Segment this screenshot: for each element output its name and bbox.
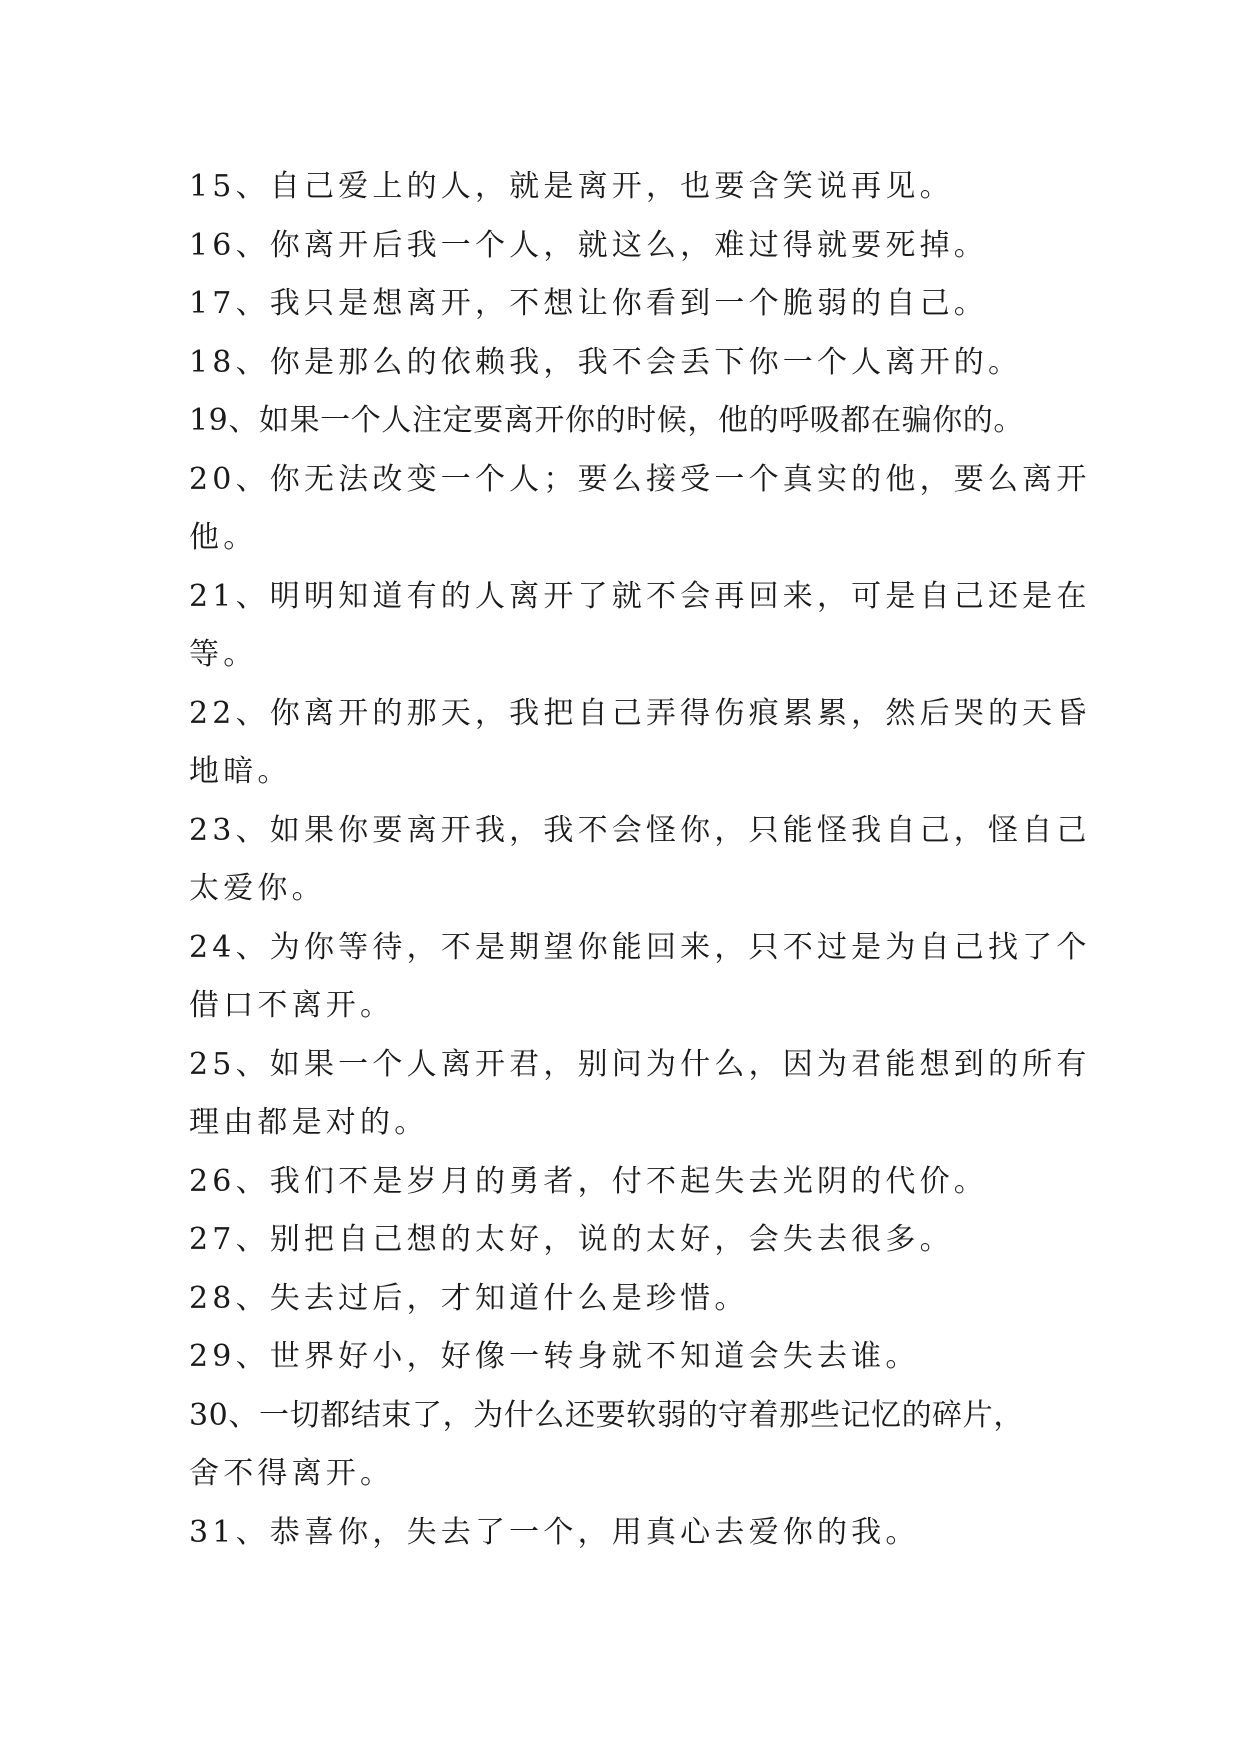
text-line: 27、别把自己想的太好，说的太好，会失去很多。 xyxy=(189,1222,954,1257)
text-line: 31、恭喜你，失去了一个，用真心去爱你的我。 xyxy=(189,1514,920,1550)
text-line: 他。 xyxy=(189,520,258,555)
text-line: 21、明明知道有的人离开了就不会再回来，可是自己还是在 xyxy=(189,578,1091,614)
text-line: 15、自己爱上的人，就是离开，也要含笑说再见。 xyxy=(189,169,954,204)
text-line: 16、你离开后我一个人，就这么，难过得就要死掉。 xyxy=(189,227,988,263)
document-body xyxy=(189,158,1091,1562)
text-line: 太爱你。 xyxy=(189,871,326,906)
text-line: 29、世界好小，好像一转身就不知道会失去谁。 xyxy=(189,1339,920,1374)
text-line: 22、你离开的那天，我把自己弄得伤痕累累，然后哭的天昏 xyxy=(189,695,1091,731)
text-line: 26、我们不是岁月的勇者，付不起失去光阴的代价。 xyxy=(189,1163,988,1199)
text-line: 28、失去过后，才知道什么是珍惜。 xyxy=(189,1280,749,1316)
text-line: 地暗。 xyxy=(189,754,292,789)
text-line: 30、一切都结束了，为什么还要软弱的守着那些记忆的碎片， xyxy=(189,1397,1024,1433)
text-line: 18、你是那么的依赖我，我不会丢下你一个人离开的。 xyxy=(189,344,1023,380)
text-line: 17、我只是想离开，不想让你看到一个脆弱的自己。 xyxy=(189,286,988,321)
text-line: 借口不离开。 xyxy=(189,988,395,1023)
text-line: 舍不得离开。 xyxy=(189,1456,395,1491)
text-line: 理由都是对的。 xyxy=(189,1105,429,1140)
text-line: 19、如果一个人注定要离开你的时候，他的呼吸都在骗你的。 xyxy=(189,403,1024,438)
text-line: 24、为你等待，不是期望你能回来，只不过是为自己找了个 xyxy=(189,929,1091,965)
text-line: 等。 xyxy=(189,637,258,672)
text-line: 25、如果一个人离开君，别问为什么，因为君能想到的所有 xyxy=(189,1046,1091,1082)
text-line: 20、你无法改变一个人；要么接受一个真实的他，要么离开 xyxy=(189,461,1091,497)
text-line: 23、如果你要离开我，我不会怪你，只能怪我自己，怪自己 xyxy=(189,812,1091,848)
